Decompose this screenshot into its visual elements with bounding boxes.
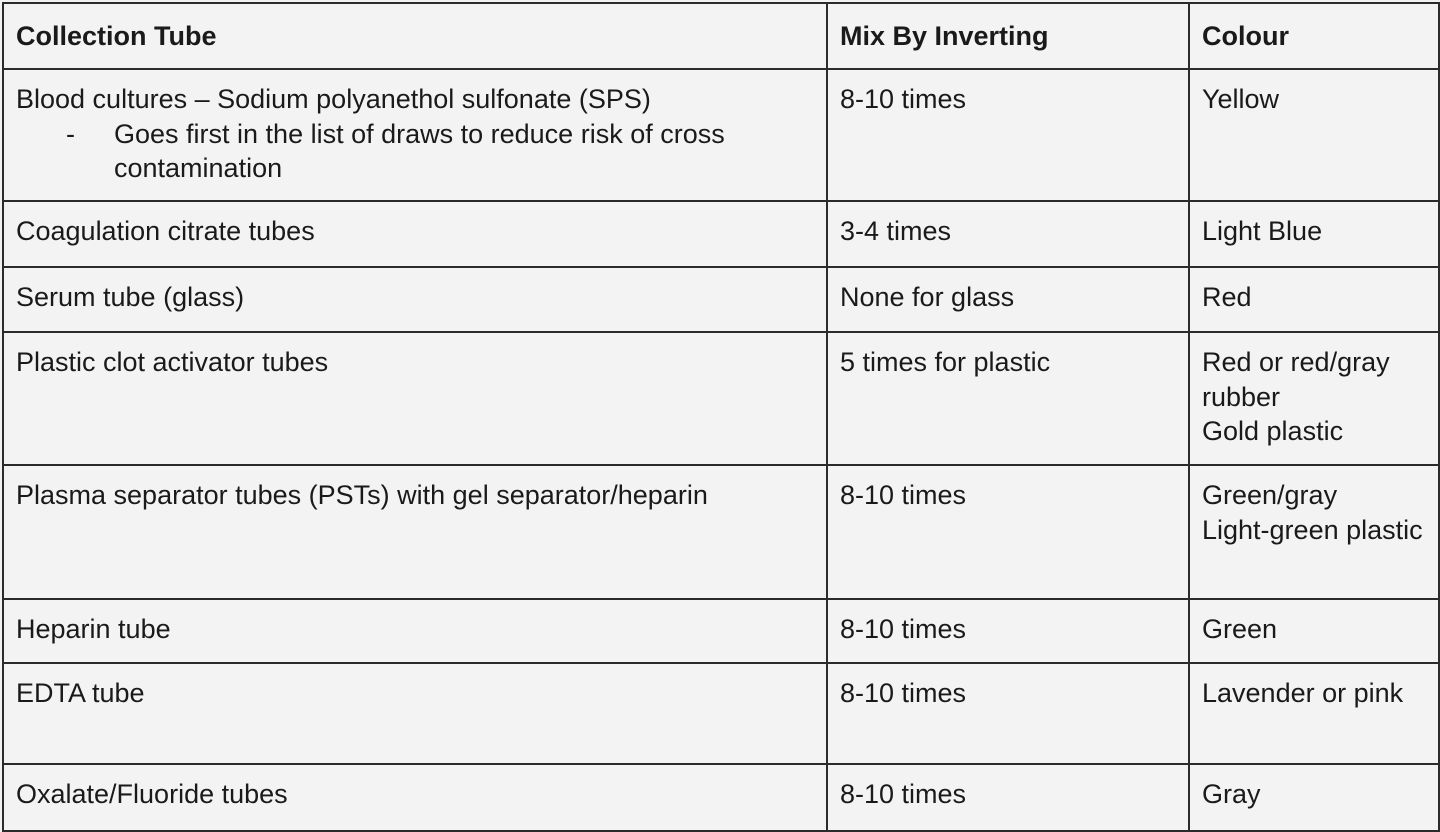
tube-name: Blood cultures – Sodium polyanethol sulfonate (SPS) xyxy=(16,84,651,114)
cell-mix: 8-10 times xyxy=(827,764,1189,831)
colour-line: Red or red/gray rubber xyxy=(1202,347,1390,412)
table-row xyxy=(3,69,1439,201)
bullet-dash: - xyxy=(66,118,75,149)
table-row xyxy=(3,267,1439,332)
cell-colour: Lavender or pink xyxy=(1189,663,1439,764)
cell-collection-tube xyxy=(3,69,827,201)
cell-mix: None for glass xyxy=(827,267,1189,332)
cell-collection-tube: Heparin tube xyxy=(3,599,827,663)
colour-line: Green/gray xyxy=(1202,480,1338,510)
table-row xyxy=(3,201,1439,267)
table-row xyxy=(3,764,1439,831)
table-row xyxy=(3,332,1439,465)
cell-collection-tube: Serum tube (glass) xyxy=(3,267,827,332)
cell-colour xyxy=(1189,465,1439,599)
colour-line: Light-green plastic xyxy=(1202,514,1423,545)
cell-collection-tube: Oxalate/Fluoride tubes xyxy=(3,764,827,831)
table-row xyxy=(3,599,1439,663)
cell-colour: Light Blue xyxy=(1189,201,1439,267)
cell-mix: 8-10 times xyxy=(827,663,1189,764)
cell-mix: 5 times for plastic xyxy=(827,332,1189,465)
table-row xyxy=(3,465,1439,599)
cell-colour: Gray xyxy=(1189,764,1439,831)
cell-mix: 8-10 times xyxy=(827,69,1189,201)
table-header-row xyxy=(3,3,1439,69)
cell-mix: 8-10 times xyxy=(827,465,1189,599)
header-collection-tube: Collection Tube xyxy=(3,3,827,69)
cell-collection-tube: Plasma separator tubes (PSTs) with gel separator/heparin xyxy=(3,465,827,599)
cell-colour: Green xyxy=(1189,599,1439,663)
cell-mix: 8-10 times xyxy=(827,599,1189,663)
bullet-note xyxy=(16,117,814,186)
cell-collection-tube: Plastic clot activator tubes xyxy=(3,332,827,465)
table-row xyxy=(3,663,1439,764)
collection-tube-table xyxy=(2,2,1440,832)
cell-colour: Red xyxy=(1189,267,1439,332)
cell-mix: 3-4 times xyxy=(827,201,1189,267)
bullet-note-text: Goes first in the list of draws to reduce risk of cross contamination xyxy=(114,118,725,183)
cell-colour xyxy=(1189,332,1439,465)
header-colour: Colour xyxy=(1189,3,1439,69)
cell-colour: Yellow xyxy=(1189,69,1439,201)
cell-collection-tube: Coagulation citrate tubes xyxy=(3,201,827,267)
colour-line: Gold plastic xyxy=(1202,416,1344,446)
cell-collection-tube: EDTA tube xyxy=(3,663,827,764)
header-mix-by-inverting: Mix By Inverting xyxy=(827,3,1189,69)
